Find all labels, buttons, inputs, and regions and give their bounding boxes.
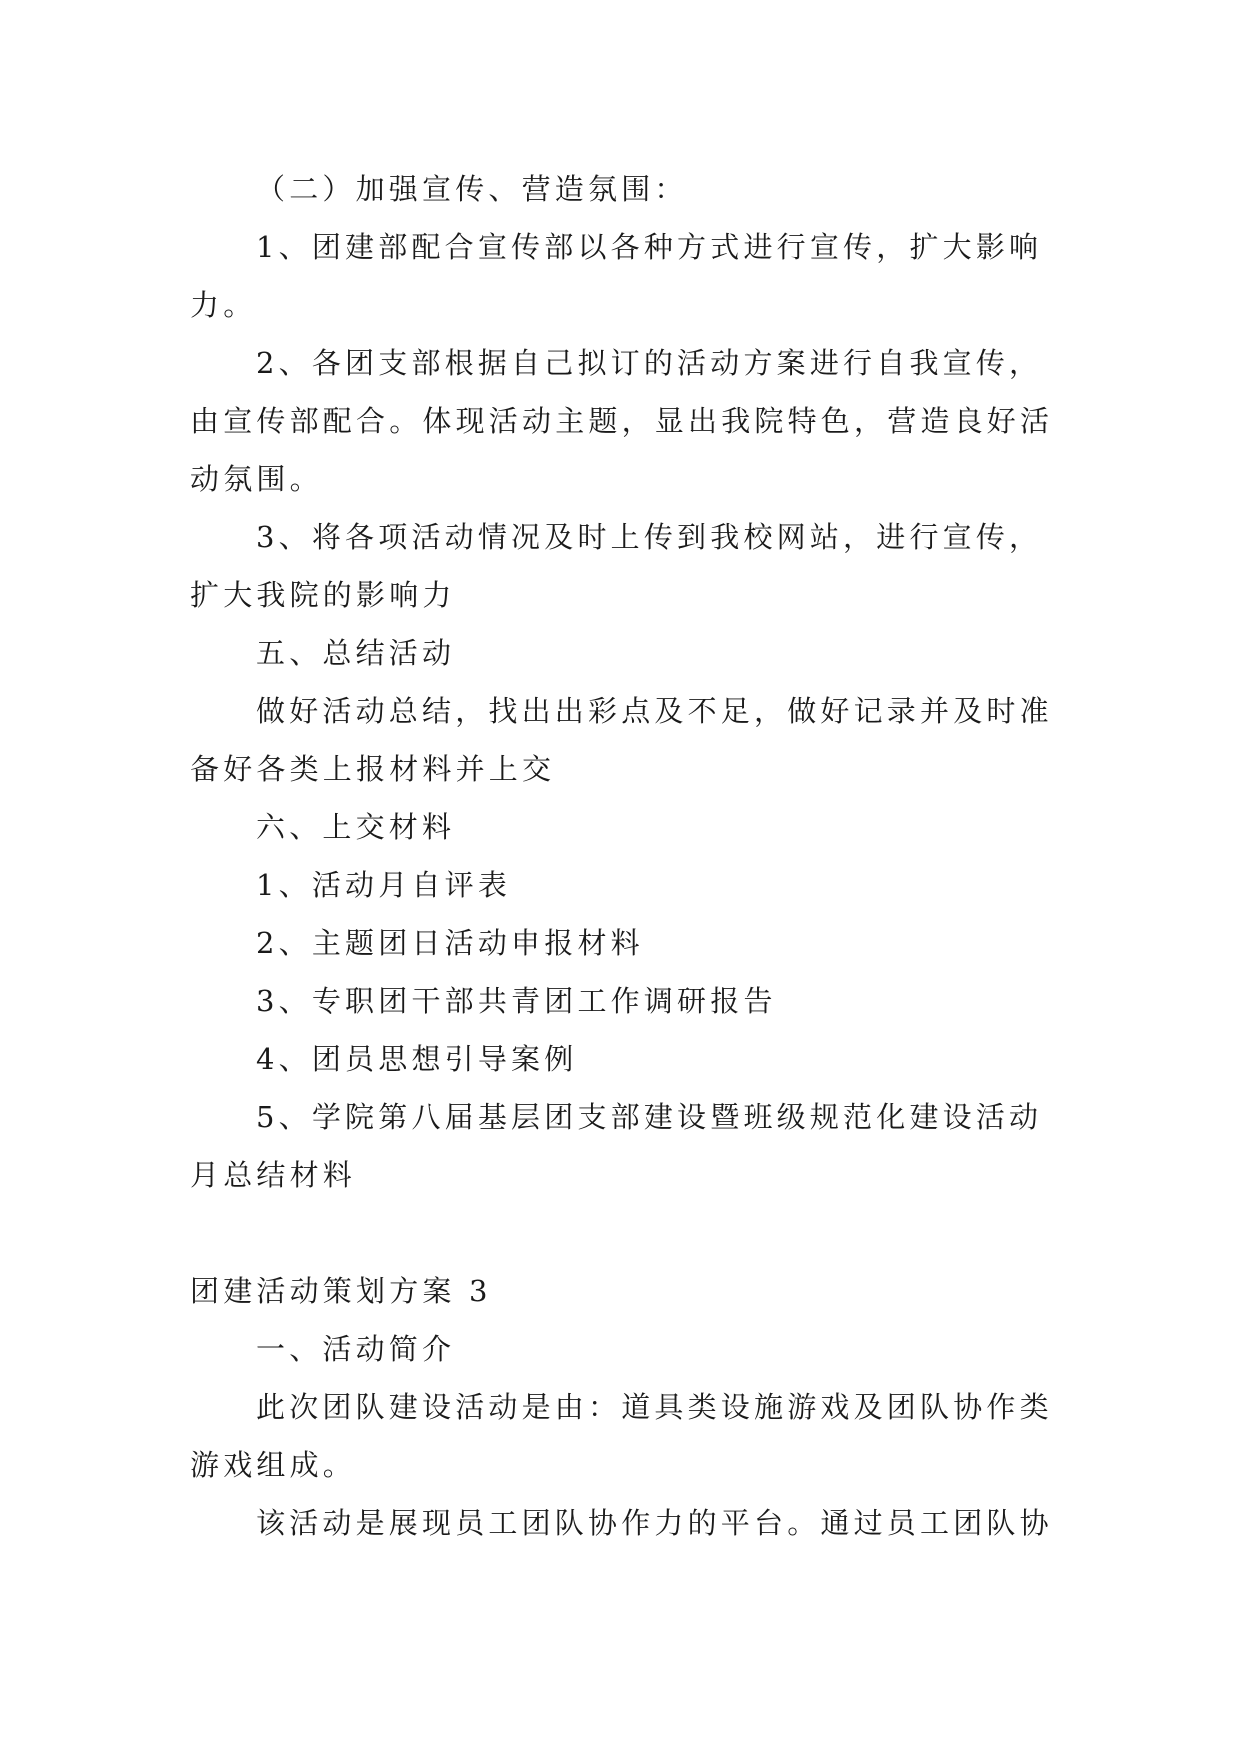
paragraph-material-1: 1、活动月自评表 (256, 868, 512, 902)
paragraph-item-2: 2、各团支部根据自己拟订的活动方案进行自我宣传，由宣传部配合。体现活动主题，显出我院特色，营造良好活动氛围。 (190, 346, 1054, 496)
paragraph-platform-body: 该活动是展现员工团队协作力的平台。通过员工团队协 (256, 1506, 1053, 1540)
paragraph-heading-intro: 一、活动简介 (256, 1332, 456, 1366)
paragraph-heading-publicity: （二）加强宣传、营造氛围： (256, 172, 688, 206)
paragraph-material-5: 5、学院第八届基层团支部建设暨班级规范化建设活动月总结材料 (190, 1100, 1043, 1192)
paragraph-item-3: 3、将各项活动情况及时上传到我校网站，进行宣传，扩大我院的影响力 (190, 520, 1043, 612)
paragraph-heading-summary: 五、总结活动 (256, 636, 456, 670)
section-title: 团建活动策划方案 3 (190, 1274, 492, 1308)
paragraph-heading-materials: 六、上交材料 (256, 810, 456, 844)
paragraph-item-1: 1、团建部配合宣传部以各种方式进行宣传，扩大影响力。 (190, 230, 1043, 322)
paragraph-material-4: 4、团员思想引导案例 (256, 1042, 578, 1076)
section-spacer (190, 1204, 1065, 1262)
paragraph-material-2: 2、主题团日活动申报材料 (256, 926, 644, 960)
paragraph-summary-body: 做好活动总结，找出出彩点及不足，做好记录并及时准备好各类上报材料并上交 (190, 694, 1053, 786)
paragraph-material-3: 3、专职团干部共青团工作调研报告 (256, 984, 777, 1018)
document-body (190, 160, 1065, 1552)
paragraph-intro-body: 此次团队建设活动是由：道具类设施游戏及团队协作类游戏组成。 (190, 1390, 1053, 1482)
